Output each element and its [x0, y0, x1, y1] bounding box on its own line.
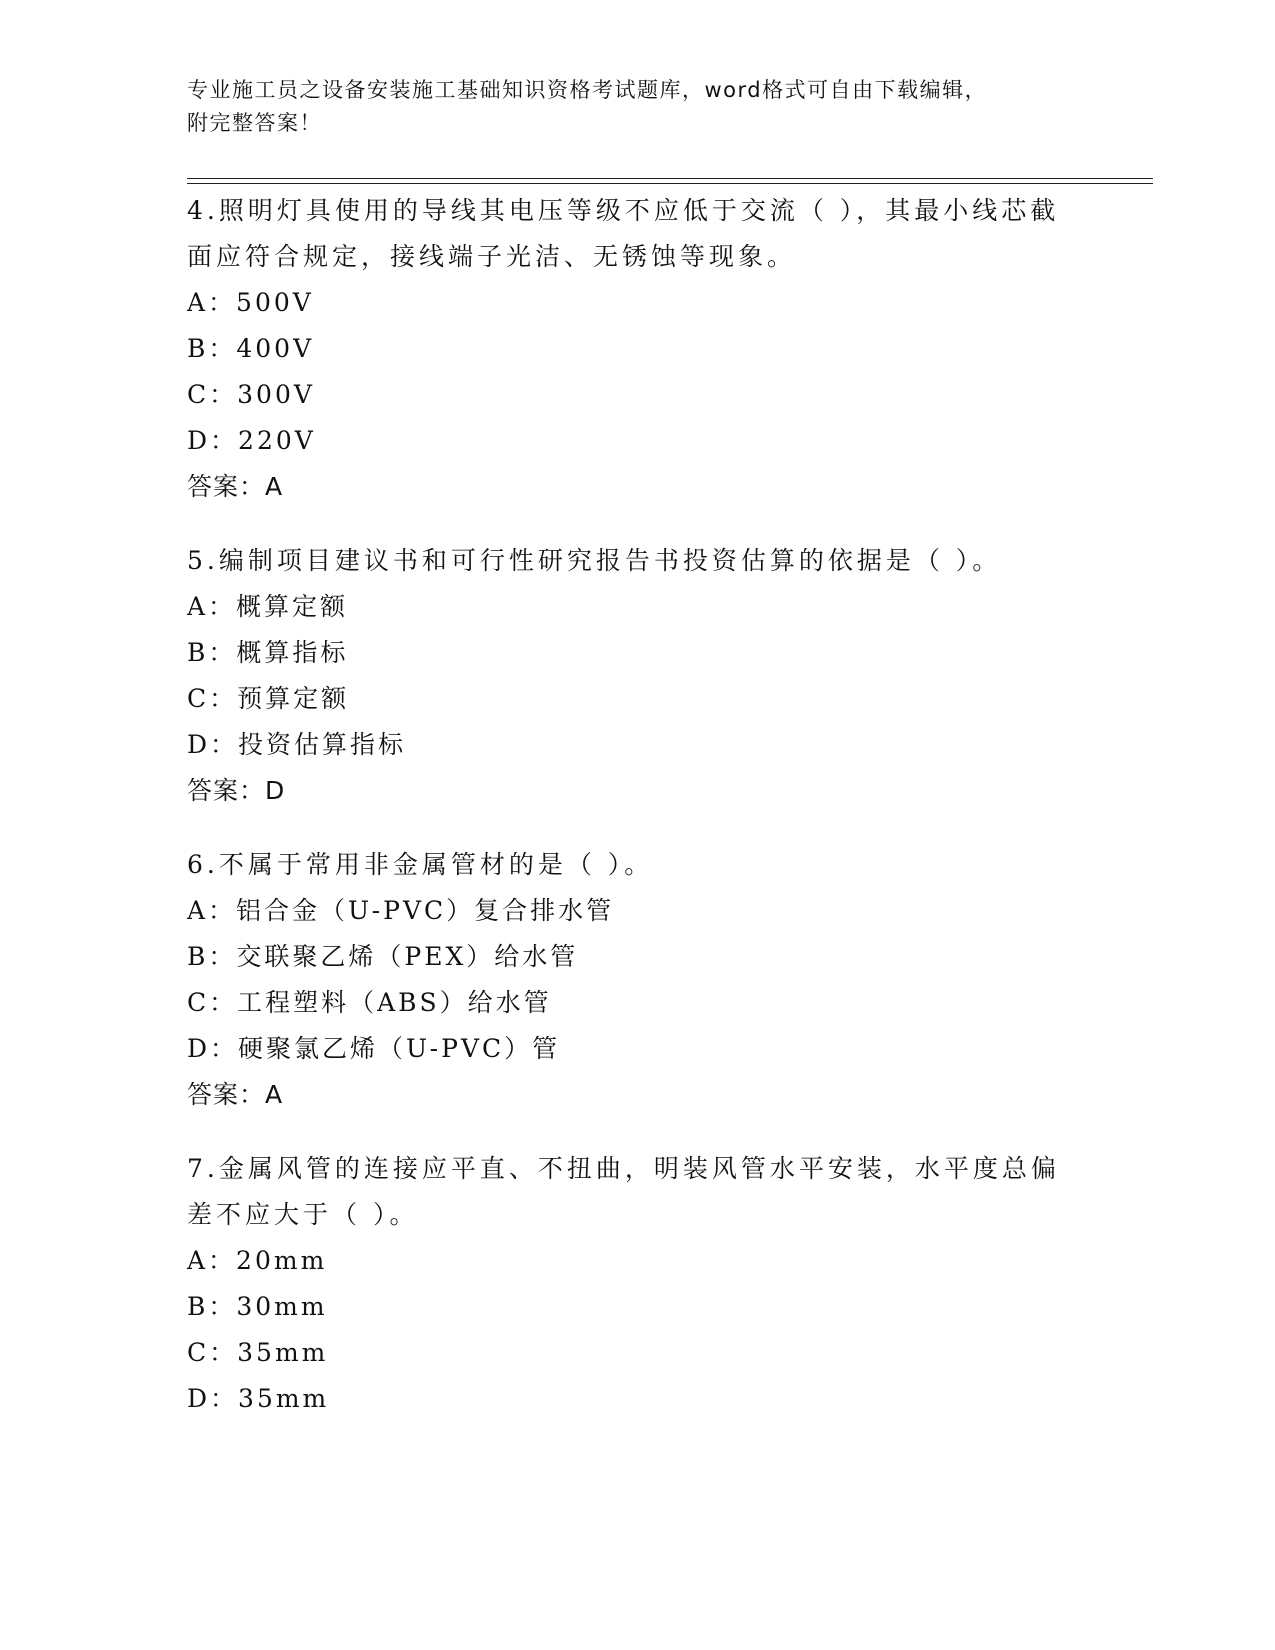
question-5 [187, 538, 1087, 814]
question-list [187, 188, 1087, 1450]
option-a: A：铝合金（U-PVC）复合排水管 [187, 896, 615, 925]
option-d: D：硬聚氯乙烯（U-PVC）管 [187, 1034, 561, 1063]
option-a: A：500V [187, 288, 314, 317]
option-d: D：220V [187, 426, 316, 455]
option-a: A：20mm [187, 1246, 328, 1275]
header-divider-bottom [187, 183, 1153, 184]
question-text: 7.金属风管的连接应平直、不扭曲，明装风管水平安装，水平度总偏差不应大于（ ）。 [187, 1154, 1060, 1229]
document-header [187, 74, 1067, 140]
answer-line: 答案：A [187, 472, 284, 501]
question-text: 4.照明灯具使用的导线其电压等级不应低于交流（ ），其最小线芯截面应符合规定，接线端子光洁、无锈蚀等现象。 [187, 196, 1060, 271]
option-c: C：工程塑料（ABS）给水管 [187, 988, 552, 1017]
header-line-2: 附完整答案！ [187, 111, 322, 135]
option-c: C：预算定额 [187, 684, 350, 713]
option-b: B：交联聚乙烯（PEX）给水管 [187, 942, 579, 971]
answer-line: 答案：D [187, 776, 286, 805]
question-text: 5.编制项目建议书和可行性研究报告书投资估算的依据是（ ）。 [187, 546, 1002, 575]
option-b: B：概算指标 [187, 638, 349, 667]
option-a: A：概算定额 [187, 592, 349, 621]
option-b: B：400V [187, 334, 315, 363]
option-c: C：300V [187, 380, 315, 409]
header-divider-top [187, 178, 1153, 179]
header-line-1: 专业施工员之设备安装施工基础知识资格考试题库，word格式可自由下载编辑， [187, 78, 988, 102]
question-6 [187, 842, 1087, 1118]
option-d: D：35mm [187, 1384, 330, 1413]
option-d: D：投资估算指标 [187, 730, 407, 759]
question-4 [187, 188, 1087, 510]
option-c: C：35mm [187, 1338, 329, 1367]
question-7 [187, 1146, 1087, 1422]
question-text: 6.不属于常用非金属管材的是（ ）。 [187, 850, 654, 879]
option-b: B：30mm [187, 1292, 328, 1321]
answer-line: 答案：A [187, 1080, 284, 1109]
